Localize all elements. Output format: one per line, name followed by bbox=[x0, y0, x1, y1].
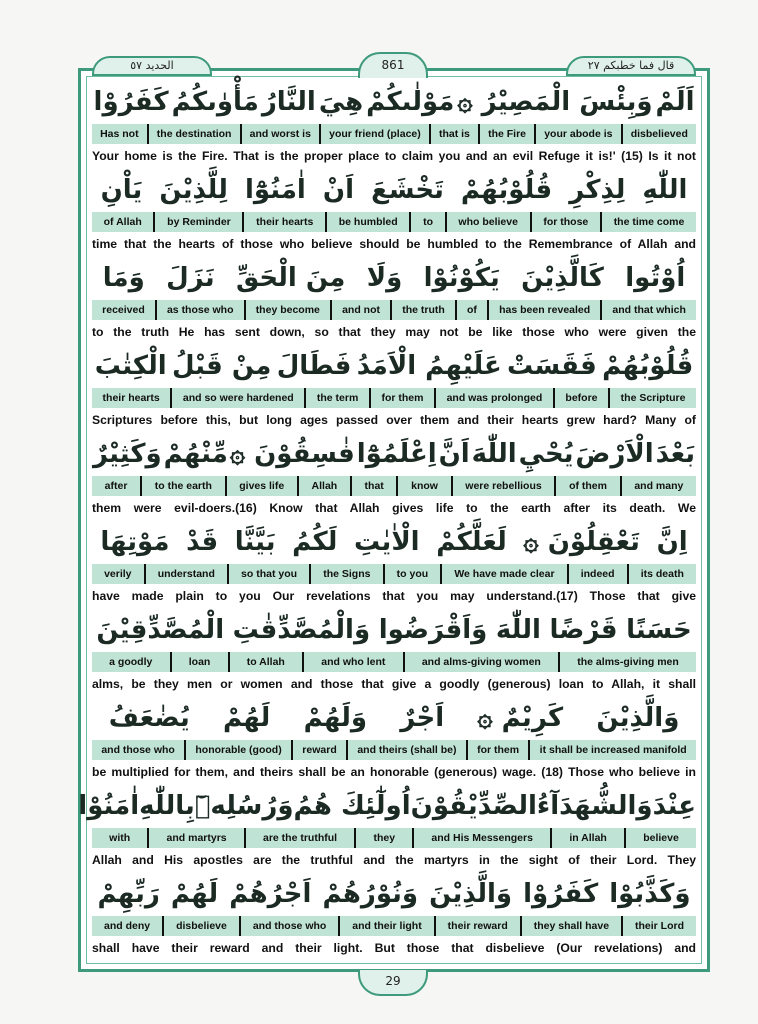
gloss-cell: to the earth bbox=[140, 476, 225, 496]
gloss-cell: the time come bbox=[600, 212, 696, 232]
arabic-word: عِنْدَ bbox=[652, 791, 696, 821]
gloss-cell: Has not bbox=[100, 128, 139, 140]
gloss-cell: your abode is bbox=[534, 124, 620, 144]
gloss-cell: after bbox=[104, 480, 128, 492]
arabic-word: كَرِيْمٌ ۞ bbox=[477, 703, 564, 733]
arabic-word: اُولٰٓئِكَ هُمُ bbox=[293, 791, 411, 821]
translation-line: time that the hearts of those who believe should be humbled to the Remembrance of Allah and bbox=[92, 237, 696, 251]
arabic-word: وَلَا bbox=[366, 263, 403, 293]
gloss-cell: the term bbox=[304, 388, 369, 408]
gloss-cell: before bbox=[553, 388, 608, 408]
arabic-word: اَجْرٌ bbox=[400, 703, 445, 733]
gloss-cell: were rebellious bbox=[451, 476, 555, 496]
gloss-cell: gives life bbox=[225, 476, 297, 496]
gloss-cell: the Scripture bbox=[608, 388, 696, 408]
arabic-word: اِعْلَمُوْٓا bbox=[356, 439, 437, 469]
arabic-word: تَخْشَعَ bbox=[371, 175, 444, 205]
arabic-word: مِّنْهُمْ bbox=[163, 439, 228, 469]
arabic-word: اُوْتُوا bbox=[625, 263, 686, 293]
arabic-word: اللّٰهَ bbox=[495, 615, 541, 645]
arabic-word: يُضٰعَفُ bbox=[108, 703, 190, 733]
arabic-word: قَدْ bbox=[186, 527, 219, 557]
arabic-word: اٰمَنُوْٓا bbox=[245, 175, 306, 205]
translation-line: shall have their reward and their light. But those that disbelieve (Our revelations) and bbox=[92, 941, 696, 955]
gloss-cell: loan bbox=[170, 652, 228, 672]
arabic-word: اَلَمْ bbox=[655, 87, 695, 117]
arabic-word: لَكُمُ bbox=[292, 527, 338, 557]
gloss-cell: the truth bbox=[390, 300, 455, 320]
gloss-cell: and deny bbox=[104, 920, 151, 932]
arabic-word: هِيَ bbox=[318, 87, 364, 117]
arabic-word: وَالَّذِيْنَ bbox=[429, 879, 513, 909]
gloss-cell: that bbox=[350, 476, 397, 496]
verse-block bbox=[78, 784, 696, 872]
arabic-word: مَأْوٰىكُمُ bbox=[171, 87, 259, 117]
gloss-cell: verily bbox=[104, 568, 132, 580]
page-number-top: 861 bbox=[358, 52, 428, 78]
gloss-cell: and their light bbox=[338, 916, 433, 936]
arabic-line bbox=[92, 608, 696, 652]
arabic-word: قُلُوْبُهُمْ bbox=[602, 351, 694, 381]
arabic-line bbox=[92, 432, 696, 476]
gloss-cell: in Allah bbox=[550, 828, 624, 848]
arabic-word: وَنُوْرُهُمْ bbox=[322, 879, 419, 909]
word-gloss-row bbox=[92, 124, 696, 144]
arabic-word: لِلَّذِيْنَ bbox=[159, 175, 228, 205]
arabic-word: وَكَذَّبُوْا bbox=[609, 879, 691, 909]
arabic-word: يُحْيِ bbox=[518, 439, 574, 469]
gloss-cell: the alms-giving men bbox=[558, 652, 696, 672]
arabic-line bbox=[92, 872, 696, 916]
arabic-word: لَعَلَّكُمْ bbox=[436, 527, 507, 557]
arabic-word: كَفَرُوْا bbox=[523, 879, 599, 909]
verse-block bbox=[92, 432, 696, 520]
arabic-word: النَّارُ bbox=[261, 87, 316, 117]
gloss-cell: the Signs bbox=[309, 564, 382, 584]
arabic-word: الْاَرْضَ bbox=[575, 439, 654, 469]
gloss-cell: to bbox=[409, 212, 444, 232]
gloss-cell: honorable (good) bbox=[184, 740, 291, 760]
gloss-cell: with bbox=[109, 832, 131, 844]
gloss-cell: they become bbox=[244, 300, 330, 320]
arabic-word: وَرُسُلِهٖٓ bbox=[194, 791, 294, 821]
translation-line: alms, be they men or women and those that give a goodly (generous) loan to Allah, it shall bbox=[92, 677, 696, 691]
gloss-cell: and His Messengers bbox=[412, 828, 550, 848]
arabic-word: قَرْضًا bbox=[549, 615, 618, 645]
gloss-cell: are the truthful bbox=[244, 828, 354, 848]
gloss-cell: to you bbox=[383, 564, 441, 584]
arabic-word: بَعْدَ bbox=[655, 439, 696, 469]
gloss-cell: understand bbox=[144, 564, 227, 584]
arabic-word: وَالْمُصَّدِّقٰتِ bbox=[232, 615, 371, 645]
gloss-cell: for those bbox=[530, 212, 600, 232]
gloss-cell: and many bbox=[620, 476, 696, 496]
arabic-word: يَاْنِ bbox=[100, 175, 143, 205]
gloss-cell: their reward bbox=[434, 916, 520, 936]
gloss-cell: and martyrs bbox=[147, 828, 243, 848]
arabic-word: بَيَّنَّا bbox=[234, 527, 276, 557]
word-gloss-row bbox=[92, 740, 696, 760]
arabic-word: نَزَلَ bbox=[166, 263, 215, 293]
gloss-cell: and those who bbox=[239, 916, 338, 936]
arabic-word: كَفَرُوْا bbox=[93, 87, 169, 117]
gloss-cell: it shall be increased manifold bbox=[528, 740, 696, 760]
gloss-cell: a goodly bbox=[109, 656, 153, 668]
arabic-word: فَقَسَتْ bbox=[507, 351, 597, 381]
arabic-word: لَهُمْ bbox=[170, 879, 219, 909]
word-gloss-row bbox=[92, 828, 696, 848]
gloss-cell: disbelieved bbox=[621, 124, 696, 144]
gloss-cell: as those who bbox=[155, 300, 244, 320]
arabic-word: وَالَّذِيْنَ bbox=[596, 703, 680, 733]
translation-line: Allah and His apostles are the truthful and the martyrs in the sight of their Lord. They bbox=[92, 853, 696, 867]
gloss-cell: know bbox=[396, 476, 450, 496]
gloss-cell: its death bbox=[627, 564, 696, 584]
arabic-word: اَنْ bbox=[322, 175, 355, 205]
arabic-word: وَاَقْرَضُوا bbox=[378, 615, 488, 645]
verse-block bbox=[92, 520, 696, 608]
arabic-word: اِنَّ bbox=[656, 527, 688, 557]
gloss-cell: reward bbox=[291, 740, 346, 760]
arabic-word: اَجْرُهُمْ bbox=[229, 879, 312, 909]
gloss-cell: so that you bbox=[227, 564, 309, 584]
arabic-word: الْمُصَّدِّقِيْنَ bbox=[96, 615, 225, 645]
arabic-word: رَبِّهِمْ bbox=[97, 879, 160, 909]
arabic-word: وَمَا bbox=[102, 263, 145, 293]
translation-line: be multiplied for them, and theirs shall be an honorable (generous) wage. (18) Those who believe in bbox=[92, 765, 696, 779]
arabic-word: عَلَيْهِمُ الْاَمَدُ bbox=[356, 351, 502, 381]
gloss-cell: Allah bbox=[297, 476, 350, 496]
verse-content bbox=[78, 80, 696, 960]
arabic-line bbox=[92, 80, 696, 124]
arabic-word: مَوْتِهَا bbox=[100, 527, 170, 557]
arabic-line bbox=[78, 784, 696, 828]
verse-block bbox=[92, 80, 696, 168]
word-gloss-row bbox=[92, 388, 696, 408]
arabic-word: حَسَنًا bbox=[626, 615, 692, 645]
gloss-cell: disbelieve bbox=[162, 916, 239, 936]
gloss-cell: their hearts bbox=[242, 212, 325, 232]
gloss-cell: and was prolonged bbox=[434, 388, 553, 408]
translation-line: have made plain to you Our revelations that you may understand.(17) Those that give bbox=[92, 589, 696, 603]
gloss-cell: for them bbox=[466, 740, 529, 760]
translation-line: Your home is the Fire. That is the proper place to claim you and an evil Refuge it is!' (15) Is it not bbox=[92, 149, 696, 163]
gloss-cell: they shall have bbox=[520, 916, 621, 936]
juz-name-header: قال فما خطبكم ٢٧ bbox=[566, 56, 696, 76]
word-gloss-row bbox=[92, 652, 696, 672]
arabic-word: الصِّدِّيْقُوْنَ bbox=[410, 791, 537, 821]
gloss-cell: and who lent bbox=[302, 652, 403, 672]
word-gloss-row bbox=[92, 476, 696, 496]
gloss-cell: their Lord bbox=[621, 916, 696, 936]
verse-block bbox=[92, 256, 696, 344]
translation-line: to the truth He has sent down, so that they may not be like those who were given the bbox=[92, 325, 696, 339]
verse-block bbox=[92, 608, 696, 696]
gloss-cell: their hearts bbox=[102, 392, 160, 404]
gloss-cell: and theirs (shall be) bbox=[346, 740, 466, 760]
arabic-word: اللّٰهَ bbox=[471, 439, 517, 469]
gloss-cell: and so were hardened bbox=[170, 388, 304, 408]
gloss-cell: We have made clear bbox=[440, 564, 566, 584]
arabic-word: وَكَثِيْرٌ bbox=[92, 439, 162, 469]
arabic-word: وَبِئْسَ الْمَصِيْرُ ۞ bbox=[457, 87, 653, 117]
word-gloss-row bbox=[92, 564, 696, 584]
gloss-cell: of bbox=[455, 300, 487, 320]
translation-line: Scriptures before this, but long ages passed over them and their hearts grew hard? Many of bbox=[92, 413, 696, 427]
gloss-cell: the destination bbox=[147, 124, 240, 144]
surah-name-header: الحديد ٥٧ bbox=[92, 56, 212, 76]
arabic-word: قُلُوْبُهُمْ bbox=[460, 175, 553, 205]
gloss-cell: received bbox=[102, 304, 145, 316]
arabic-word: يَكُوْنُوْا bbox=[423, 263, 500, 293]
arabic-word: اٰمَنُوْا bbox=[78, 791, 140, 821]
arabic-word: مِنْ قَبْلُ bbox=[171, 351, 272, 381]
gloss-cell: indeed bbox=[567, 564, 627, 584]
arabic-line bbox=[92, 520, 696, 564]
gloss-cell: to Allah bbox=[228, 652, 303, 672]
arabic-word: مَوْلٰىكُمْ bbox=[366, 87, 455, 117]
gloss-cell: they bbox=[354, 828, 412, 848]
arabic-word: وَالشُّهَدَآءُ bbox=[536, 791, 653, 821]
arabic-word: اللّٰهِ bbox=[642, 175, 688, 205]
gloss-cell: and alms-giving women bbox=[403, 652, 558, 672]
gloss-cell: of Allah bbox=[103, 216, 142, 228]
gloss-cell: by Reminder bbox=[153, 212, 242, 232]
word-gloss-row bbox=[92, 300, 696, 320]
verse-block bbox=[92, 696, 696, 784]
arabic-word: اَنَّ bbox=[438, 439, 470, 469]
arabic-word: فٰسِقُوْنَ ۞ bbox=[229, 439, 355, 469]
arabic-word: الْكِتٰبَ bbox=[94, 351, 167, 381]
gloss-cell: that is bbox=[429, 124, 478, 144]
arabic-word: لَهُمْ bbox=[222, 703, 271, 733]
word-gloss-row bbox=[92, 916, 696, 936]
gloss-cell: who believe bbox=[445, 212, 530, 232]
arabic-word: وَلَهُمْ bbox=[303, 703, 368, 733]
gloss-cell: believe bbox=[624, 828, 696, 848]
arabic-word: لِذِكْرِ bbox=[569, 175, 626, 205]
gloss-cell: the Fire bbox=[478, 124, 534, 144]
translation-line: them were evil-doers.(16) Know that Allah gives life to the earth after its death. We bbox=[92, 501, 696, 515]
verse-block bbox=[92, 344, 696, 432]
gloss-cell: and worst is bbox=[240, 124, 319, 144]
gloss-cell: for them bbox=[369, 388, 434, 408]
arabic-word: بِاللّٰهِ bbox=[139, 791, 195, 821]
arabic-line bbox=[92, 168, 696, 212]
word-gloss-row bbox=[92, 212, 696, 232]
gloss-cell: has been revealed bbox=[487, 300, 600, 320]
arabic-word: الْاٰيٰتِ bbox=[354, 527, 420, 557]
gloss-cell: and those who bbox=[101, 744, 175, 756]
arabic-word: تَعْقِلُوْنَ ۞ bbox=[523, 527, 640, 557]
arabic-word: مِنَ الْحَقِّ bbox=[235, 263, 346, 293]
arabic-line bbox=[92, 344, 696, 388]
gloss-cell: your friend (place) bbox=[319, 124, 429, 144]
arabic-line bbox=[92, 696, 696, 740]
arabic-line bbox=[92, 256, 696, 300]
verse-block bbox=[92, 168, 696, 256]
gloss-cell: and not bbox=[330, 300, 390, 320]
arabic-word: فَطَالَ bbox=[276, 351, 352, 381]
verse-block bbox=[92, 872, 696, 960]
page-number-bottom: 29 bbox=[358, 970, 428, 996]
gloss-cell: of them bbox=[554, 476, 619, 496]
gloss-cell: and that which bbox=[600, 300, 696, 320]
gloss-cell: be humbled bbox=[325, 212, 409, 232]
arabic-word: كَالَّذِيْنَ bbox=[521, 263, 604, 293]
